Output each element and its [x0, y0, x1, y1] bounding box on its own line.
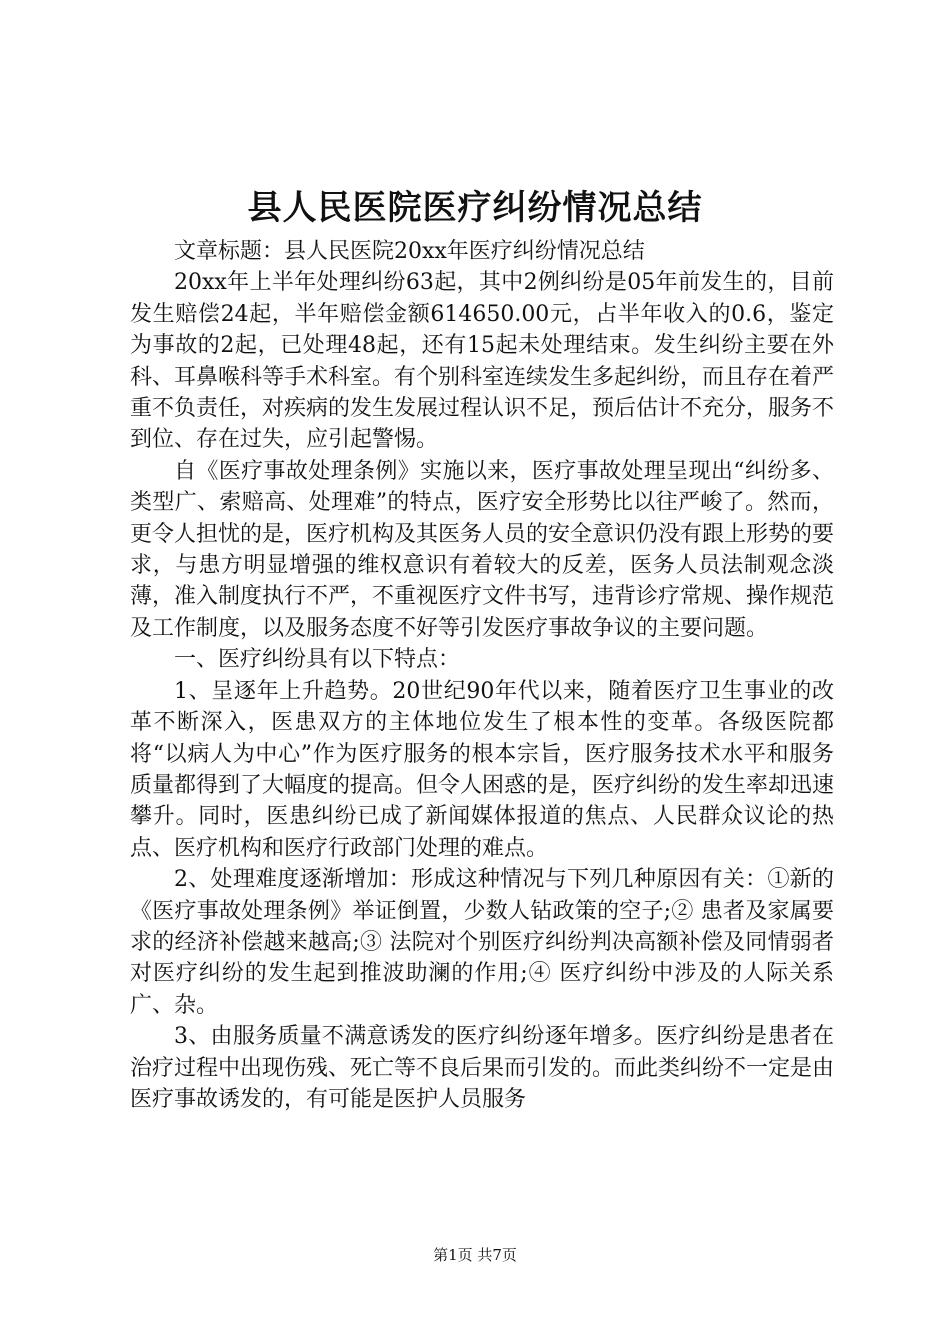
paragraph: 2、处理难度逐渐增加：形成这种情况与下列几种原因有关：①新的《医疗事故处理条例》举证倒置，少数人钻政策的空子;② 患者及家属要求的经济补偿越来越高;③ 法院对个别医疗纠纷判决高额补偿及同情弱者对医疗纠纷的发生起到推波助澜的作用;④ 医疗纠纷中涉及的人际关系广、杂。 — [130, 867, 834, 1018]
page-footer: 第1页 共7页 — [433, 1246, 517, 1264]
document-title: 县人民医院医疗纠纷情况总结 — [247, 188, 703, 228]
article-title-line: 文章标题：县人民医院20xx年医疗纠纷情况总结 — [174, 239, 645, 264]
paragraph: 自《医疗事故处理条例》实施以来，医疗事故处理呈现出“纠纷多、类型广、索赔高、处理难”的特点，医疗安全形势比以往严峻了。然而，更令人担忧的是，医疗机构及其医务人员的安全意识仍没有跟上形势的要求，与患方明显增强的维权意识有着较大的反差，医务人员法制观念淡薄，准入制度执行不严，不重视医疗文件书写，违背诊疗常规、操作规范及工作制度，以及服务态度不好等引发医疗事故争议的主要问题。 — [130, 458, 835, 641]
paragraph: 3、由服务质量不满意诱发的医疗纠纷逐年增多。医疗纠纷是患者在治疗过程中出现伤残、死亡等不良后果而引发的。而此类纠纷不一定是由医疗事故诱发的，有可能是医护人员服务 — [130, 1024, 835, 1112]
paragraph: 1、呈逐年上升趋势。20世纪90年代以来，随着医疗卫生事业的改革不断深入，医患双方的主体地位发生了根本性的变革。各级医院都将“以病人为中心”作为医疗服务的根本宗旨，医疗服务技术水平和服务质量都得到了大幅度的提高。但令人困惑的是，医疗纠纷的发生率却迅速攀升。同时，医患纠纷已成了新闻媒体报道的焦点、人民群众议论的热点、医疗机构和医疗行政部门处理的难点。 — [130, 678, 835, 861]
document-body — [130, 236, 834, 1115]
paragraph: 20xx年上半年处理纠纷63起，其中2例纠纷是05年前发生的，目前发生赔偿24起，半年赔偿金额614650.00元，占半年收入的0.6，鉴定为事故的2起，已处理48起，还有15起未处理结束。发生纠纷主要在外科、耳鼻喉科等手术科室。有个别科室连续发生多起纠纷，而且存在着严重不负责任，对疾病的发生发展过程认识不足，预后估计不充分，服务不到位、存在过失，应引起警惕。 — [130, 270, 835, 453]
section-heading: 一、医疗纠纷具有以下特点： — [174, 647, 461, 673]
